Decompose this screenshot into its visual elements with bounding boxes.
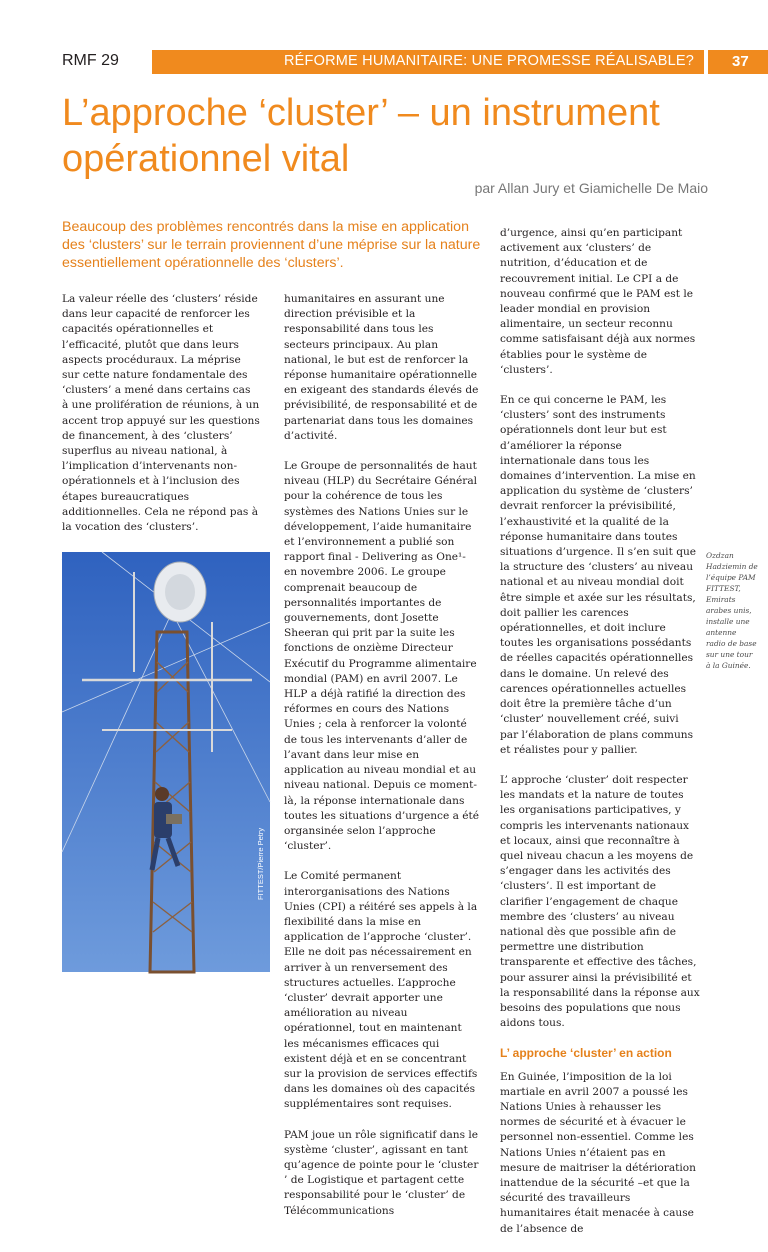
- issue-label: RMF 29: [62, 52, 119, 69]
- tower-photo: [62, 552, 270, 972]
- paragraph: humanitaires en assurant une direction prévisible et la responsabilité dans tous les secteurs principaux. Au plan national, le but est de renforcer la réponse humanitaire opérationnelle en exigeant des standards élevés de prévisibilité, de responsabilité et de partenariat dans tous les domaines d’activité.: [284, 293, 479, 442]
- antenna-tower-illustration: [62, 552, 270, 972]
- paragraph: Le Comité permanent interorganisations des Nations Unies (CPI) a réitéré ses appels à la flexibilité dans la mise en application de l’approche ‘cluster’. Elle ne doit pas nécessairement en arriver à un renversement des structures actuelles. L’approche ‘cluster’ devrait apporter une amélioration au niveau opérationnel, tout en maintenant les mécanismes efficaces qui existent déjà et en se concentrant sur la provision de services effectifs dans les domaines où des capacités supplémentaires sont requises.: [284, 870, 478, 1111]
- byline: par Allan Jury et Giamichelle De Maio: [474, 180, 708, 196]
- column-3: [500, 226, 700, 1252]
- column-2: [284, 292, 480, 1234]
- paragraph: En ce qui concerne le PAM, les ‘clusters’ sont des instruments opérationnels dont leur but est d’améliorer la réponse internationale dans tous les domaines d’intervention. La mise en application du système de ‘clusters’ devrait renforcer la prévisibilité, l’exhaustivité et la qualité de la réponse humanitaire dans toutes situations d’urgence. Il s’en suit que la structure des ‘clusters’ au niveau national et au niveau mondial doit être simple et axée sur les résultats, doit pallier les carences opérationnelles, et doit inclure toutes les organisations possédants de réelles capacités opérationnelles dans le domaine. Un relevé des carences opérationnelles actuelles doit être la première tâche d’un ‘cluster’ nouvellement créé, suivi par l’élaboration de plans communs et réalistes pour y pallier.: [500, 394, 697, 756]
- section-banner: [152, 50, 704, 74]
- section-subheading: L’ approche ‘cluster’ en action: [500, 1046, 672, 1061]
- paragraph: d’urgence, ainsi qu’en participant activement aux ‘clusters’ de nutrition, d’éducation et de recouvrement initial. Le CPI a de nouveau confirmé que le PAM est le leader mondial en provision alimentaire, un secteur reconnu comme satisfaisant déjà aux normes établies pour le système de ‘clusters’.: [500, 227, 696, 376]
- paragraph: PAM joue un rôle significatif dans le système ‘cluster’, agissant en tant qu’agence de pointe pour le ‘cluster ’ de Logistique et partagent cette responsabilité pour le ‘cluster’ de Télécommunications: [284, 1128, 479, 1217]
- photo-credit: FITTEST/Pierre Petry: [256, 827, 265, 900]
- paragraph: Le Groupe de personnalités de haut niveau (HLP) du Secrétaire Général pour la cohérence de tous les systèmes des Nations Unies sur le développement, l’aide humanitaire et l’environnement a publié son rapport final - Delivering as One¹- en novembre 2006. Le groupe comprenait beaucoup de personnalités importantes de gouvernements, dont Josette Sheeran qui prit par la suite les fonctions de onzième Directeur Exécutif du Programme alimentaire mondial (PAM) en avril 2007. Le HLP a déjà ratifié la direction des réformes en cours des Nations Unies ; cela à renforcer la volonté de tous les intervenants d’aller de l’avant dans leur mise en application au niveau mondial et au niveau national. Depuis ce moment-là, la réponse internationale dans toutes les situations d’urgence a été organsinée selon l’approche ‘cluster’.: [284, 460, 480, 853]
- section-title: RÉFORME HUMANITAIRE: UNE PROMESSE RÉALISABLE?: [284, 53, 694, 69]
- article-title: L’approche ‘cluster’ – un instrument opérationnel vital: [62, 92, 660, 180]
- photo-caption: Ozdzan Hadziemin de l’équipe PAM FITTEST, Emirats arabes unis, installe une antenne radio de base sur une tour à la Guinée.: [706, 551, 758, 670]
- page-number-box: [708, 50, 768, 74]
- page-number: 37: [732, 53, 749, 70]
- paragraph: La valeur réelle des ‘clusters’ réside dans leur capacité de renforcer les capacités opérationnelles et l’efficacité, plutôt que dans leurs aspects procéduraux. La méprise sur cette nature fondamentale des ‘clusters’ a mené dans certains cas à une prolifération de réunions, à un accent trop appuyé sur les questions de financement, à des ‘clusters’ superflus au niveau national, à l’implication d’intervenants non-opérationnels et à l’inclusion des étapes bureaucratiques additionnelles. Cela ne répond pas à la vocation des ‘clusters’.: [62, 293, 260, 534]
- lead-paragraph: Beaucoup des problèmes rencontrés dans la mise en application des ‘clusters’ sur le terrain proviennent d’une méprise sur la nature essentiellement opérationnelle des ‘clusters’.: [62, 219, 481, 271]
- paragraph: L’ approche ‘cluster’ doit respecter les mandats et la nature de toutes les organisations participatives, y compris les intervenants nationaux et locaux, ainsi que reconnaître à quel niveau chacun a les moyens de s’engager dans les activités des ‘clusters’. Il est important de clarifier l’engagement de chaque membre des ‘clusters’ au niveau national dès que possible afin de permettre une distribution transparente et effective des tâches, pour assurer ainsi la prévisibilité et la responsabilité dans la réponse aux besoins des populations que nous aidons tous.: [500, 773, 700, 1030]
- paragraph: En Guinée, l’imposition de la loi martiale en avril 2007 a poussé les Nations Unies à rehausser les normes de sécurité et à évacuer le personnel non-essentiel. Comme les Nations Unies n’étaient pas en mesure de maitriser la détérioration inattendue de la sécurité –et que la sécurité des travailleurs humanitaires était menacée à cause de l’absence de: [500, 1070, 696, 1235]
